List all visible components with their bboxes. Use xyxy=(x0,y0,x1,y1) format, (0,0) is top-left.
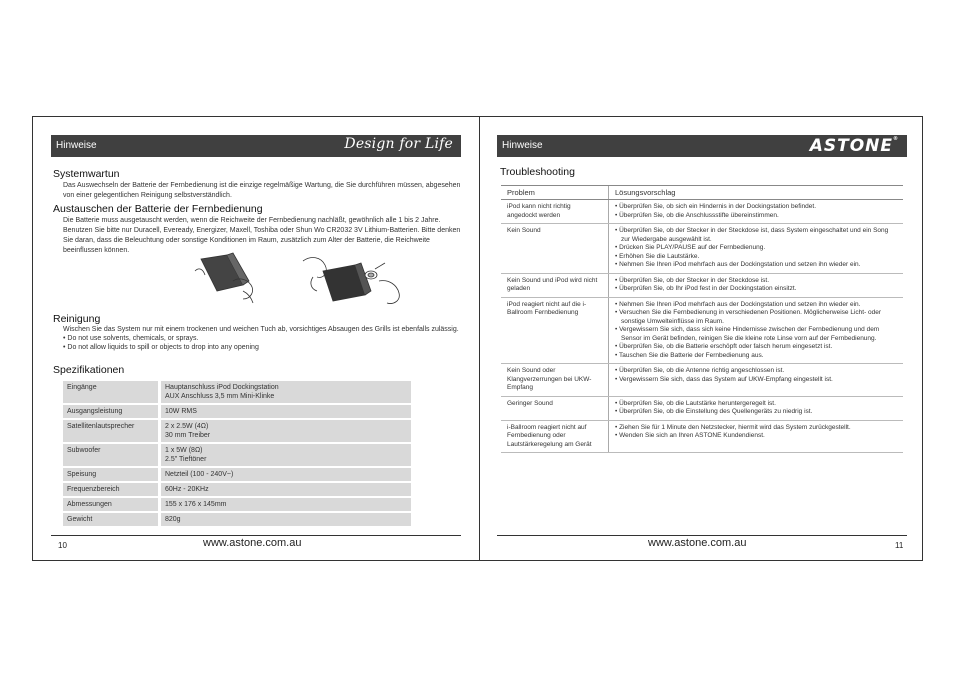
wartung-paragraph: Das Auswechseln der Batterie der Fernbedienung ist die einzige regelmäßige Wartung, die Sie durchführen müssen, abgesehen von einer gelegentlichen Reinigung selbstverständlich. xyxy=(63,182,461,199)
right-page-number: 11 xyxy=(895,541,904,550)
troubleshooting-table xyxy=(501,185,903,453)
spec-label: Gewicht xyxy=(63,513,158,526)
spec-label: Abmessungen xyxy=(63,498,158,511)
left-url: www.astone.com.au xyxy=(203,537,302,549)
spec-value xyxy=(158,498,411,511)
solution-bullet: • Überprüfen Sie, ob die Anschlussstifte übereinstimmen. xyxy=(615,211,779,219)
section-title-spezifikationen: Spezifikationen xyxy=(53,364,125,376)
solution-bullet: • Wenden Sie sich an Ihren ASTONE Kundendienst. xyxy=(615,432,765,439)
table-row xyxy=(501,297,903,364)
solution-bullet: • Vergewissern Sie sich, dass das System auf UKW-Empfang eingestellt ist. xyxy=(615,375,833,383)
solution-bullet: • Nehmen Sie Ihren iPod mehrfach aus der Dockingstation und setzen ihn wieder ein. xyxy=(615,300,861,308)
problem-cell: Kein Sound oder Klangverzerrungen bei UKW-Empfang xyxy=(501,364,609,397)
remote-front-illustration xyxy=(303,258,399,304)
spec-label: Ausgangsleistung xyxy=(63,405,158,418)
wartung-text xyxy=(63,181,461,201)
spec-row xyxy=(63,381,411,403)
spec-label: Eingänge xyxy=(63,381,158,403)
table-row xyxy=(501,420,903,453)
spec-value-line: AUX Anschluss 3,5 mm Mini-Klinke xyxy=(165,393,275,400)
table-header-row xyxy=(501,186,903,200)
spec-value-line: 60Hz - 20KHz xyxy=(165,486,209,493)
spec-value xyxy=(158,405,411,418)
solution-bullet: • Überprüfen Sie, ob Ihr iPod fest in der Dockingstation einsitzt. xyxy=(615,285,797,292)
solution-bullet: • Ziehen Sie für 1 Minute den Netzstecker, hiermit wird das System zurückgestellt. xyxy=(615,423,851,431)
spec-value-line: Netzteil (100 - 240V~) xyxy=(165,471,234,478)
problem-cell: i-Ballroom reagiert nicht auf Fernbedienung oder Lautstärkeregelung am Gerät xyxy=(501,420,609,453)
batterie-text xyxy=(63,216,461,256)
spec-value xyxy=(158,483,411,496)
spec-row xyxy=(63,468,411,481)
battery-replacement-illustration xyxy=(193,251,403,307)
problem-cell: iPod kann nicht richtig angedockt werden xyxy=(501,200,609,224)
reinigung-bullet: • Do not allow liquids to spill or objects to drop into any opening xyxy=(63,344,259,351)
right-footer-rule xyxy=(497,535,907,536)
solution-bullet: • Überprüfen Sie, ob die Antenne richtig angeschlossen ist. xyxy=(615,367,785,374)
spec-row xyxy=(63,483,411,496)
spec-value-line: Hauptanschluss iPod Dockingstation xyxy=(165,384,279,391)
section-title-wartung: Systemwartun xyxy=(53,168,120,180)
manual-spread xyxy=(32,116,923,561)
problem-cell: Geringer Sound xyxy=(501,396,609,420)
solution-bullet: • Überprüfen Sie, ob die Einstellung des Quellengeräts zu niedrig ist. xyxy=(615,408,813,415)
problem-cell: iPod reagiert nicht auf die i-Ballroom Fernbedienung xyxy=(501,297,609,364)
solution-cell xyxy=(609,420,904,453)
reinigung-text xyxy=(63,325,461,352)
spec-value-line: 30 mm Treiber xyxy=(165,432,211,439)
specifications-table xyxy=(63,379,411,528)
logo-text: ASTONE xyxy=(809,136,893,156)
spec-row xyxy=(63,498,411,511)
troubleshooting-title: Troubleshooting xyxy=(500,166,575,178)
reinigung-paragraph: Wischen Sie das System nur mit einem trockenen und weichen Tuch ab, vorsichtiges Absaugen des Grills ist ebenfalls zulässig. xyxy=(63,326,459,333)
spec-value xyxy=(158,444,411,466)
solution-cell xyxy=(609,224,904,274)
spec-row xyxy=(63,405,411,418)
table-row xyxy=(501,200,903,224)
solution-cell xyxy=(609,396,904,420)
page-divider xyxy=(479,117,480,560)
batterie-paragraph: Die Batterie muss ausgetauscht werden, wenn die Reichweite der Fernbedienung nachläßt, gewöhnlich alle 1 bis 2 Jahre. Benutzen Sie bitte nur Duracell, Eveready, Energizer, Maxell, Toshiba oder Shun Wo CR2032 3V Lithium-Batterien. Bitte denken Sie daran, dass die Beleuchtung oder sonstige Konditionen im Raum, zusätzlich zum Alter der Batterie, die Reichweite beeinflussen können. xyxy=(63,217,461,254)
table-row xyxy=(501,396,903,420)
spec-value xyxy=(158,468,411,481)
right-header-label: Hinweise xyxy=(502,140,543,151)
problem-cell: Kein Sound und iPod wird nicht geladen xyxy=(501,273,609,297)
right-url: www.astone.com.au xyxy=(648,537,747,549)
spec-value-line: 10W RMS xyxy=(165,408,197,415)
left-footer-rule xyxy=(51,535,461,536)
spec-row xyxy=(63,444,411,466)
spec-row xyxy=(63,513,411,526)
spec-value-line: 155 x 176 x 145mm xyxy=(165,501,227,508)
spec-label: Satellitenlautsprecher xyxy=(63,420,158,442)
astone-logo xyxy=(810,136,899,156)
spec-value xyxy=(158,381,411,403)
solution-bullet: • Nehmen Sie Ihren iPod mehrfach aus der Dockingstation und setzen ihn wieder ein. xyxy=(615,261,861,268)
solution-cell xyxy=(609,200,904,224)
section-title-reinigung: Reinigung xyxy=(53,313,101,325)
left-header-bar xyxy=(51,135,461,157)
table-row xyxy=(501,273,903,297)
tagline: Design for Life xyxy=(344,136,453,152)
solution-cell xyxy=(609,273,904,297)
solution-bullet: • Überprüfen Sie, ob der Stecker in der Steckdose ist. xyxy=(615,276,770,284)
left-header-label: Hinweise xyxy=(56,140,97,151)
solution-cell xyxy=(609,297,904,364)
solution-bullet: • Drücken Sie PLAY/PAUSE auf der Fernbedienung. xyxy=(615,244,766,251)
spec-value-line: 2.5" Tieftöner xyxy=(165,456,207,463)
spec-row xyxy=(63,420,411,442)
solution-bullet: • Versuchen Sie die Fernbedienung in verschiedenen Positionen. Möglicherweise Licht- oder sonstige Umwelteinflüsse im Raum. xyxy=(615,309,882,325)
spec-value-line: 820g xyxy=(165,516,181,523)
solution-cell xyxy=(609,364,904,397)
solution-bullet: • Überprüfen Sie, ob die Lautstärke heruntergeregelt ist. xyxy=(615,399,776,407)
spec-value xyxy=(158,513,411,526)
spec-value-line: 2 x 2.5W (4Ω) xyxy=(165,423,209,430)
reinigung-bullet: • Do not use solvents, chemicals, or sprays. xyxy=(63,335,199,342)
problem-cell: Kein Sound xyxy=(501,224,609,274)
column-header-solution: Lösungsvorschlag xyxy=(609,186,904,200)
right-header-bar xyxy=(497,135,907,157)
spec-value xyxy=(158,420,411,442)
table-row xyxy=(501,224,903,274)
solution-bullet: • Erhöhen Sie die Lautstärke. xyxy=(615,252,700,260)
spec-value-line: 1 x 5W (8Ω) xyxy=(165,447,203,454)
spec-label: Subwoofer xyxy=(63,444,158,466)
spec-label: Speisung xyxy=(63,468,158,481)
table-row xyxy=(501,364,903,397)
column-header-problem: Problem xyxy=(501,186,609,200)
solution-bullet: • Vergewissern Sie sich, dass sich keine Hindernisse zwischen der Fernbedienung und dem Sensor im Gerät befinden, reinigen Sie die kleine rote Linse vorn auf der Fernbedienung. xyxy=(615,326,880,342)
solution-bullet: • Tauschen Sie die Batterie der Fernbedienung aus. xyxy=(615,351,764,359)
solution-bullet: • Überprüfen Sie, ob der Stecker in der Steckdose ist, dass System eingeschaltet und ein Song zur Wiedergabe ausgewählt ist. xyxy=(615,227,889,243)
logo-registered-mark: ® xyxy=(893,136,899,142)
left-page-number: 10 xyxy=(58,541,67,550)
solution-bullet: • Überprüfen Sie, ob die Batterie erschöpft oder falsch herum eingesetzt ist. xyxy=(615,343,833,350)
section-title-batterie: Austauschen der Batterie der Fernbedienung xyxy=(53,203,263,215)
remote-back-illustration xyxy=(195,253,253,303)
solution-bullet: • Überprüfen Sie, ob sich ein Hindernis in der Dockingstation befindet. xyxy=(615,203,816,210)
spec-label: Frequenzbereich xyxy=(63,483,158,496)
